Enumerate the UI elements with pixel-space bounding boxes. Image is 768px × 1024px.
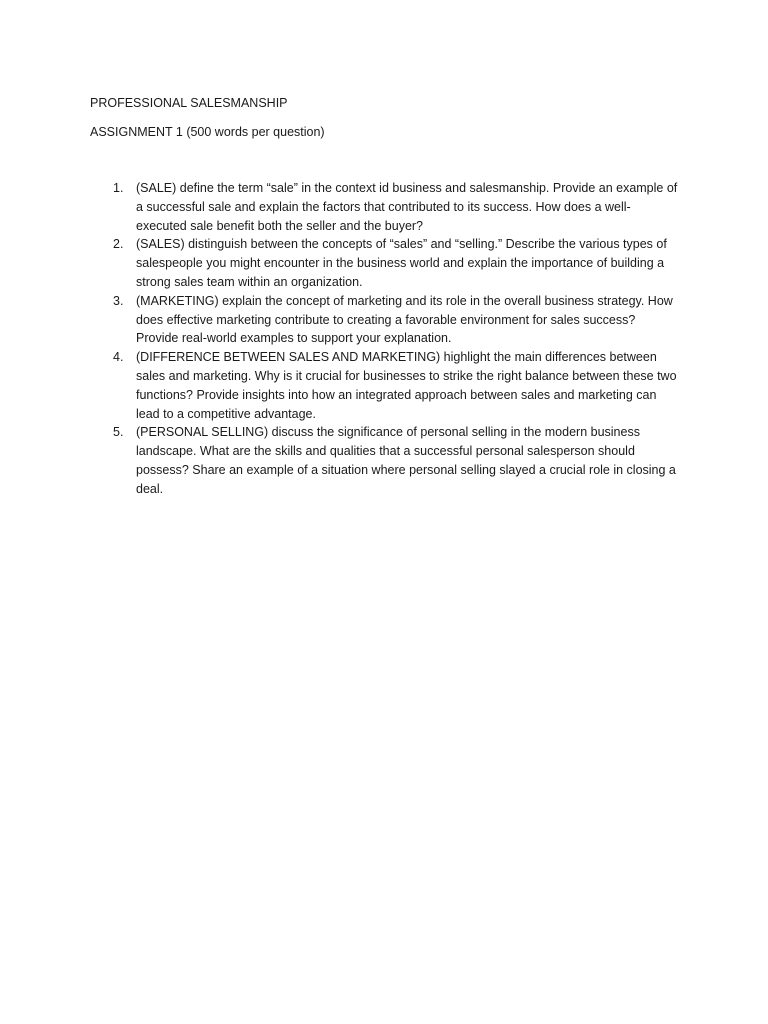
question-number: 5. (113, 425, 124, 440)
question-list (0, 179, 768, 499)
document-title: PROFESSIONAL SALESMANSHIP (90, 96, 288, 110)
assignment-subtitle: ASSIGNMENT 1 (500 words per question) (90, 125, 325, 139)
question-number: 4. (113, 350, 124, 365)
question-text: (SALES) distinguish between the concepts of “sales” and “selling.” Describe the various types of salespeople you might encounter in the business world and explain the importance of building a strong sales team within an organization. (136, 237, 667, 289)
question-item (0, 348, 681, 423)
question-number: 3. (113, 293, 124, 308)
question-number: 2. (113, 237, 124, 252)
question-item (0, 235, 681, 291)
question-number: 1. (113, 181, 124, 195)
question-text: (DIFFERENCE BETWEEN SALES AND MARKETING) highlight the main differences between sales and marketing. Why is it crucial for businesses to strike the right balance between these two functions? Provide insights into how an integrated approach between sales and marketing can lead to a competitive advantage. (136, 350, 677, 421)
question-text: (PERSONAL SELLING) discuss the significance of personal selling in the modern business landscape. What are the skills and qualities that a successful personal salesperson should possess? Share an example of a situation where personal selling slayed a crucial role in closing a deal. (136, 425, 676, 496)
question-item (0, 292, 681, 348)
question-item (0, 423, 681, 498)
question-text: (MARKETING) explain the concept of marketing and its role in the overall business strategy. How does effective marketing contribute to creating a favorable environment for sales success? Provide real-world examples to support your explanation. (136, 293, 673, 346)
question-text: (SALE) define the term “sale” in the context id business and salesmanship. Provide an example of a successful sale and explain the factors that contributed to its success. How does a well-executed sale benefit both the seller and the buyer? (136, 181, 678, 233)
question-item (0, 179, 681, 235)
